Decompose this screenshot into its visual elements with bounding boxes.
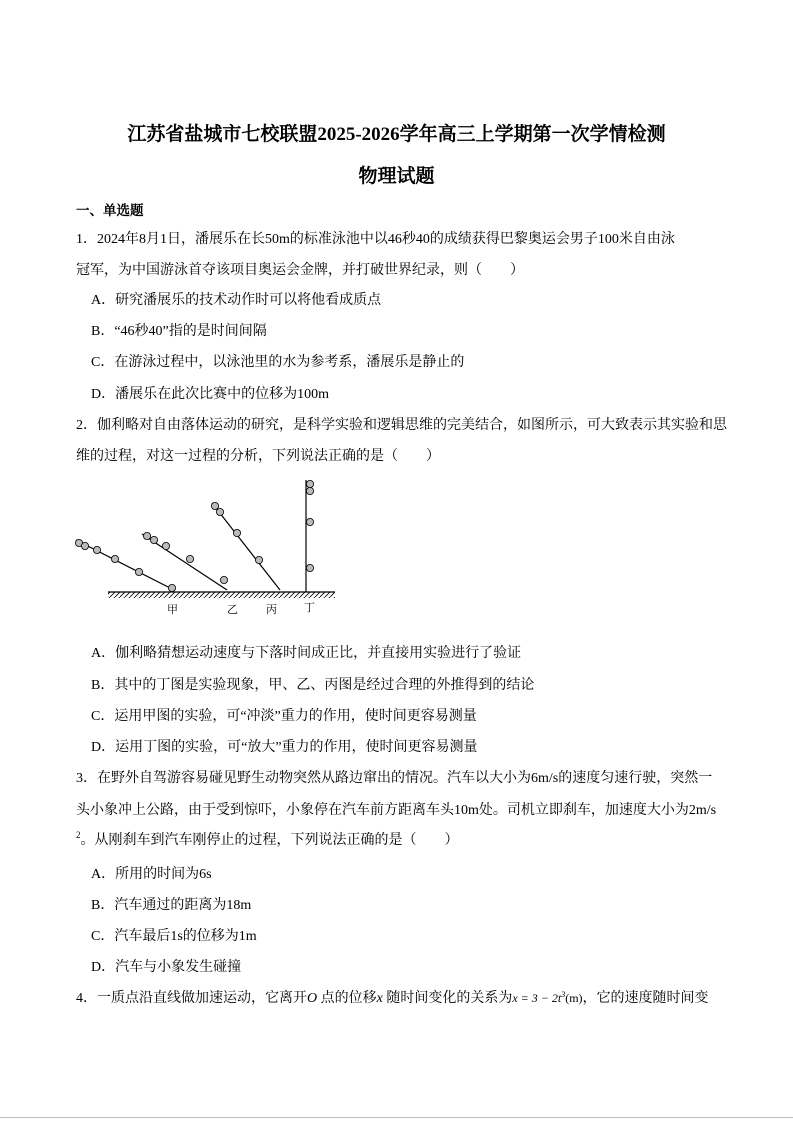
q4-formula-lhs: x = 3 − 2t (512, 991, 562, 1005)
q1-stem-line1: 1．2024年8月1日，潘展乐在长50m的标准泳池中以46秒40的成绩获得巴黎奥运会男子100米自由泳 (76, 232, 675, 247)
q3-stem-line1: 3．在野外自驾游容易碰见野生动物突然从路边窜出的情况。汽车以大小为6m/s的速度匀速行驶，突然一 (76, 771, 713, 786)
q2-option-d: D．运用丁图的实验，可“放大”重力的作用，使时间更容易测量 (91, 740, 478, 755)
q1-option-b: B．“46秒40”指的是时间间隔 (91, 324, 267, 339)
vertical-ding (306, 480, 314, 592)
q3-stem-line2: 头小象冲上公路，由于受到惊吓，小象停在汽车前方距离车头10m处。司机立即刹车，加速度大小为2m/s (76, 803, 717, 818)
page-subtitle: 物理试题 (358, 166, 435, 187)
incline-yi (142, 532, 228, 590)
label-ding: 丁 (304, 601, 315, 614)
q3-option-a: A．所用的时间为6s (91, 867, 212, 882)
label-jia: 甲 (167, 603, 178, 616)
label-yi: 乙 (227, 603, 238, 616)
q4-text-part1: 4．一质点沿直线做加速运动，它离开 (76, 991, 307, 1006)
q1-stem-line2: 冠军，为中国游泳首夺该项目奥运会金牌，并打破世界纪录，则（ ） (76, 263, 524, 278)
incline-jia (75, 539, 175, 591)
q2-stem-line2: 维的过程，对这一过程的分析，下列说法正确的是（ ） (76, 449, 440, 464)
q4-stem-line1 (76, 987, 709, 1007)
q4-formula-unit: (m) (565, 991, 583, 1005)
q2-option-c: C．运用甲图的实验，可“冲淡”重力的作用，使时间更容易测量 (91, 709, 477, 724)
q3-superscript: 2 (76, 830, 81, 840)
q3-stem-line3-text: 。从刚刹车到汽车刚停止的过程，下列说法正确的是（ ） (80, 833, 459, 848)
q3-option-c: C．汽车最后1s的位移为1m (91, 929, 257, 944)
q2-stem-line1: 2．伽利略对自由落体运动的研究，是科学实验和逻辑思维的完美结合，如图所示，可大致表示其实验和思 (76, 418, 727, 433)
q4-text-part3: 随时间变化的关系为 (382, 991, 513, 1006)
q4-var-o: O (307, 991, 318, 1006)
q1-option-c: C．在游泳过程中，以泳池里的水为参考系，潘展乐是静止的 (91, 355, 465, 370)
q1-option-d: D．潘展乐在此次比赛中的位移为100m (91, 387, 329, 402)
q4-text-part4: ，它的速度随时间变 (582, 991, 709, 1006)
q2-option-a: A．伽利略猜想运动速度与下落时间成正比，并直接用实验进行了验证 (91, 646, 522, 661)
q3-option-d: D．汽车与小象发生碰撞 (91, 960, 242, 975)
q3-stem-line3 (76, 829, 459, 849)
q4-formula (512, 991, 582, 1005)
q2-option-b: B．其中的丁图是实验现象，甲、乙、丙图是经过合理的外推得到的结论 (91, 678, 535, 693)
q4-var-x: x (376, 991, 383, 1006)
label-bing: 丙 (266, 603, 277, 616)
q3-option-b: B．汽车通过的距离为18m (91, 898, 252, 913)
ground-surface (108, 592, 335, 598)
galileo-incline-figure (70, 472, 350, 622)
page-title: 江苏省盐城市七校联盟2025-2026学年高三上学期第一次学情检测 (127, 124, 666, 145)
q1-option-a: A．研究潘展乐的技术动作时可以将他看成质点 (91, 293, 382, 308)
section-heading: 一、单选题 (76, 203, 144, 218)
q4-text-part2: 点的位移 (317, 991, 377, 1006)
page-bottom-rule (0, 1117, 793, 1118)
q4-formula-exp: 3 (561, 990, 566, 999)
